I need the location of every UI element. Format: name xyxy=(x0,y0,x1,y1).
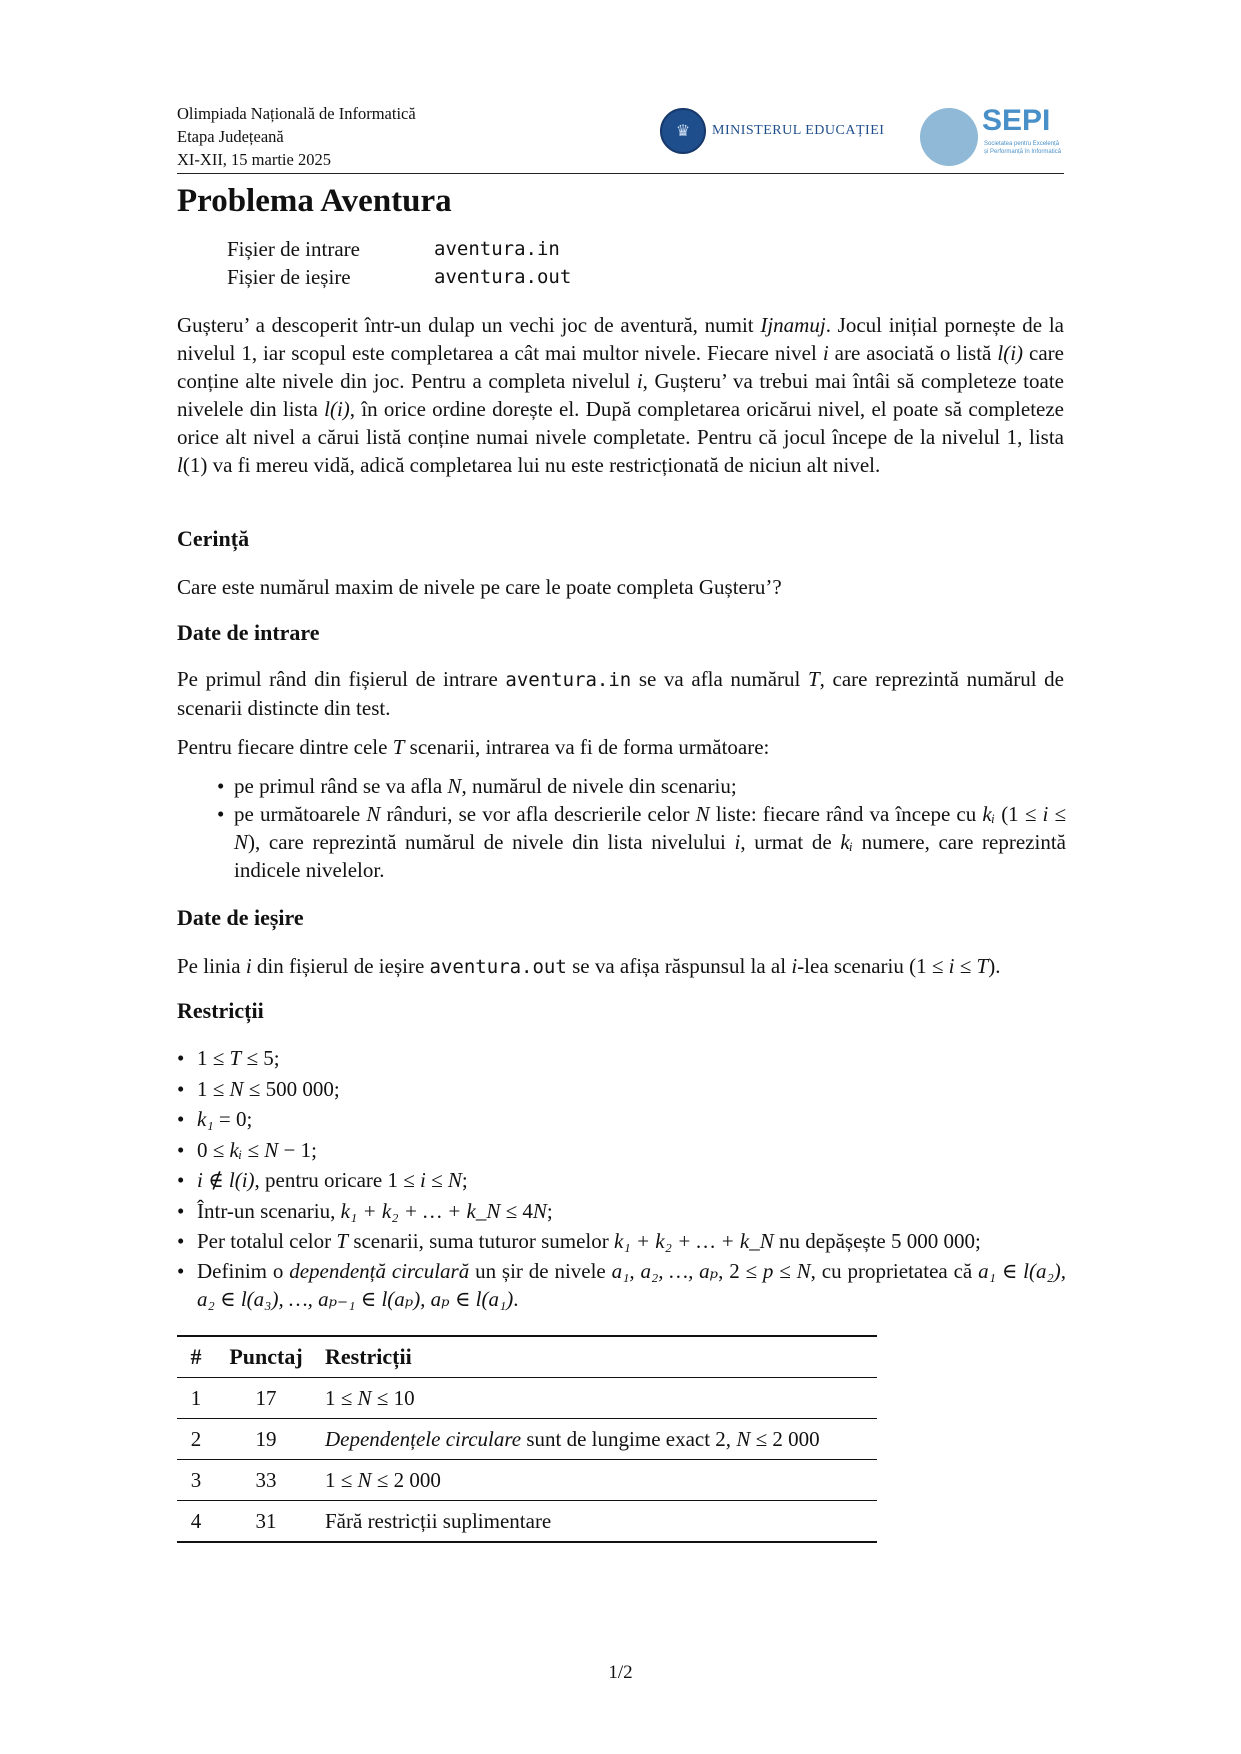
text-fragment: se va afișa răspunsul la al xyxy=(566,954,792,978)
subtask-number: 2 xyxy=(177,1419,215,1460)
text-fragment: scenarii, intrarea va fi de forma următoare: xyxy=(404,735,770,759)
text-fragment: . xyxy=(513,1286,519,1311)
text-fragment: , cu proprietatea că xyxy=(810,1258,979,1283)
text-fragment: = 0; xyxy=(213,1107,253,1131)
text-fragment: − 1; xyxy=(278,1137,317,1162)
text-fragment: , în orice ordine dorește el. După completarea oricărui nivel, el poate să completeze orice alt nivel a cărui listă conține numai nivele completate. Pentru că jocul începe de la nivelul 1, lista xyxy=(177,397,1065,449)
column-header-restrictions: Restricții xyxy=(317,1336,877,1378)
math-fragment: l(i) xyxy=(324,397,350,421)
math-fragment: N xyxy=(532,1198,547,1223)
restriction-item xyxy=(177,1226,1066,1257)
ministry-logo xyxy=(660,108,884,154)
text-fragment: care conține alte nivele din joc. Pentru a completa nivelul xyxy=(177,341,1064,393)
restrictions-list xyxy=(177,1043,1066,1313)
text-fragment: ≤ 10 xyxy=(371,1385,415,1410)
math-fragment: T xyxy=(336,1229,349,1253)
math-fragment: kᵢ xyxy=(840,830,853,854)
section-heading-restrictions: Restricții xyxy=(177,998,264,1023)
text-fragment: Pentru fiecare dintre cele xyxy=(177,735,393,759)
math-fragment: N xyxy=(366,802,381,826)
output-text xyxy=(177,952,1064,981)
restriction-item xyxy=(177,1165,1066,1196)
sepi-logo-text: SEPI xyxy=(982,104,1051,137)
input-bullets xyxy=(177,772,1066,884)
text-fragment: un șir de nivele xyxy=(469,1258,612,1283)
text-fragment: sunt de lungime exact 2, xyxy=(521,1426,737,1451)
input-paragraph-1 xyxy=(177,665,1064,722)
text-fragment: ≤ 4 xyxy=(500,1198,533,1223)
text-fragment: , pentru oricare 1 ≤ xyxy=(254,1168,421,1192)
text-fragment: Gușteru’ a descoperit într-un dulap un vechi joc de aventură, numit xyxy=(177,313,761,337)
text-fragment: ≤ xyxy=(425,1168,448,1192)
text-fragment: , urmat de xyxy=(740,830,841,854)
header-divider xyxy=(177,173,1064,174)
math-fragment: i xyxy=(791,954,798,978)
math-fragment: i xyxy=(245,954,252,978)
text-fragment: 1 ≤ xyxy=(325,1467,358,1492)
input-file-name: aventura.in xyxy=(434,238,560,260)
sepi-subtitle: Societatea pentru Excelență și Performanță în Informatică xyxy=(984,141,1062,155)
math-fragment: N xyxy=(447,1168,462,1192)
code-fragment: aventura.in xyxy=(505,669,632,691)
text-fragment: ≤ 2 000 xyxy=(371,1467,441,1492)
score-table-row xyxy=(177,1419,877,1460)
text-fragment: -lea scenariu (1 ≤ xyxy=(797,954,949,978)
text-fragment: ; xyxy=(461,1168,468,1192)
score-table-header xyxy=(177,1336,877,1378)
math-fragment: T xyxy=(807,667,820,691)
restriction-item xyxy=(177,1257,1066,1313)
math-fragment: a₁ ∈ l(a₂), a₂ ∈ l(a₃), …, aₚ₋₁ ∈ l(aₚ), aₚ ∈ l(a₁) xyxy=(197,1258,1066,1311)
restriction-item xyxy=(177,1043,1066,1074)
output-file-label: Fișier de ieșire xyxy=(227,265,351,289)
subtask-restrictions xyxy=(317,1378,877,1419)
math-fragment: i xyxy=(948,954,955,978)
section-heading-input: Date de intrare xyxy=(177,620,320,645)
math-fragment: k₁ + k₂ + … + k_N xyxy=(340,1198,501,1223)
restriction-item xyxy=(177,1104,1066,1135)
text-fragment: , 2 ≤ xyxy=(718,1258,763,1283)
text-fragment: din fișierul de ieșire xyxy=(251,954,430,978)
math-fragment: N xyxy=(264,1137,279,1162)
math-fragment: p xyxy=(762,1258,774,1283)
score-table xyxy=(177,1335,877,1543)
restriction-item xyxy=(177,1196,1066,1227)
input-file-label: Fișier de intrare xyxy=(227,237,360,261)
math-fragment: Dependențele circulare xyxy=(325,1426,522,1451)
section-heading-cerinta: Cerință xyxy=(177,526,250,551)
section-heading-output: Date de ieșire xyxy=(177,905,304,930)
text-fragment: numere, care reprezintă indicele nivelelor. xyxy=(234,830,1066,882)
text-fragment: (1 ≤ xyxy=(995,802,1043,826)
column-header-number: # xyxy=(177,1336,215,1378)
text-fragment: ). xyxy=(988,954,1001,978)
subtask-points: 31 xyxy=(215,1501,317,1543)
text-fragment: ≤ 2 000 xyxy=(750,1426,820,1451)
math-fragment: T xyxy=(976,954,989,978)
text-fragment: ≤ 5; xyxy=(241,1046,280,1070)
text-fragment: ≤ xyxy=(1048,802,1067,826)
math-fragment: kᵢ xyxy=(229,1137,243,1162)
output-file-name: aventura.out xyxy=(434,266,572,288)
intro-paragraph xyxy=(177,311,1064,479)
text-fragment: Fără restricții suplimentare xyxy=(325,1508,552,1533)
math-fragment: N xyxy=(796,1258,811,1283)
text-fragment: Definim o xyxy=(197,1258,290,1283)
math-fragment: i xyxy=(734,830,741,854)
text-fragment: liste: fiecare rând va începe cu xyxy=(709,802,983,826)
math-fragment: N xyxy=(229,1076,244,1101)
text-fragment: ≤ 500 000; xyxy=(243,1076,340,1101)
text-fragment: Care este numărul maxim de nivele pe care le poate completa Gușteru’? xyxy=(177,575,782,599)
cerinta-text xyxy=(177,573,1064,601)
government-seal-icon: ♛ xyxy=(660,108,706,154)
ministry-logo-text: MINISTERUL EDUCAȚIEI xyxy=(712,123,885,138)
math-fragment: i xyxy=(1042,802,1049,826)
text-fragment: scenarii, suma tuturor sumelor xyxy=(348,1229,614,1253)
math-fragment: N xyxy=(695,802,710,826)
math-fragment: N xyxy=(447,774,462,798)
math-fragment: T xyxy=(392,735,405,759)
math-fragment: i ∉ l(i) xyxy=(197,1168,255,1192)
subtask-restrictions xyxy=(317,1419,877,1460)
subtask-restrictions xyxy=(317,1501,877,1543)
math-fragment: N xyxy=(234,830,249,854)
text-fragment: (1) va fi mereu vidă, adică completarea lui nu este restricționată de niciun alt nivel. xyxy=(182,453,881,477)
text-fragment: 1 ≤ xyxy=(197,1046,230,1070)
math-fragment: l(i) xyxy=(997,341,1024,365)
restriction-item xyxy=(177,1074,1066,1105)
text-fragment: Pe linia xyxy=(177,954,246,978)
text-fragment: ), care reprezintă numărul de nivele din lista nivelului xyxy=(248,830,735,854)
column-header-points: Punctaj xyxy=(215,1336,317,1378)
subtask-points: 33 xyxy=(215,1460,317,1501)
text-fragment: ; xyxy=(546,1198,553,1223)
math-fragment: k₁ + k₂ + … + k_N xyxy=(614,1229,774,1253)
subtask-restrictions xyxy=(317,1460,877,1501)
math-fragment: kᵢ xyxy=(982,802,996,826)
score-table-row xyxy=(177,1501,877,1543)
text-fragment: Per totalul celor xyxy=(197,1229,337,1253)
math-fragment: i xyxy=(822,341,829,365)
text-fragment: rânduri, se vor afla descrierile celor xyxy=(380,802,696,826)
score-table-row xyxy=(177,1378,877,1419)
math-fragment: i xyxy=(420,1168,426,1192)
text-fragment: Pe primul rând din fișierul de intrare xyxy=(177,667,506,691)
input-bullet xyxy=(177,800,1066,884)
subtask-number: 4 xyxy=(177,1501,215,1543)
text-fragment: 1 ≤ xyxy=(325,1385,358,1410)
text-fragment: pe următoarele xyxy=(234,802,367,826)
math-fragment: l xyxy=(177,453,183,477)
restriction-item xyxy=(177,1135,1066,1166)
text-fragment: nu depășește 5 000 000; xyxy=(773,1229,981,1253)
text-fragment: are asociată o listă xyxy=(828,341,998,365)
page-title: Problema Aventura xyxy=(177,183,452,219)
subtask-number: 1 xyxy=(177,1378,215,1419)
math-fragment: Ijnamuj xyxy=(760,313,826,337)
math-fragment: i xyxy=(636,369,643,393)
math-fragment: dependență circulară xyxy=(289,1258,470,1283)
text-fragment: ≤ xyxy=(954,954,977,978)
sepi-logo xyxy=(920,104,1060,166)
math-fragment: N xyxy=(736,1426,751,1451)
text-fragment: 1 ≤ xyxy=(197,1076,230,1101)
text-fragment: , Gușteru’ va trebui mai întâi să completeze toate nivelele din lista xyxy=(177,369,1064,421)
text-fragment: ≤ xyxy=(773,1258,797,1283)
math-fragment: k₁ xyxy=(197,1107,214,1131)
text-fragment: 0 ≤ xyxy=(197,1137,230,1162)
contest-date: XI-XII, 15 martie 2025 xyxy=(177,150,331,169)
contest-name: Olimpiada Națională de Informatică xyxy=(177,104,416,123)
text-fragment: , numărul de nivele din scenariu; xyxy=(461,774,737,798)
code-fragment: aventura.out xyxy=(429,956,567,978)
score-table-row xyxy=(177,1460,877,1501)
subtask-points: 17 xyxy=(215,1378,317,1419)
math-fragment: T xyxy=(229,1046,242,1070)
file-table xyxy=(227,235,572,291)
text-fragment: , care reprezintă numărul de scenarii distincte din test. xyxy=(177,667,1064,720)
input-paragraph-2 xyxy=(177,733,1064,761)
subtask-points: 19 xyxy=(215,1419,317,1460)
page-number: 1/2 xyxy=(608,1662,633,1683)
math-fragment: N xyxy=(357,1467,372,1492)
math-fragment: N xyxy=(357,1385,372,1410)
sepi-circuit-icon xyxy=(920,108,978,166)
math-fragment: a₁, a₂, …, aₚ xyxy=(611,1258,719,1283)
subtask-number: 3 xyxy=(177,1460,215,1501)
contest-stage: Etapa Județeană xyxy=(177,127,284,146)
contest-header xyxy=(177,102,416,171)
text-fragment: . Jocul inițial pornește de la nivelul 1, iar scopul este completarea a cât mai multor nivele. Fiecare nivel xyxy=(177,313,1064,365)
text-fragment: ≤ xyxy=(242,1137,265,1162)
input-bullet xyxy=(177,772,1066,800)
text-fragment: pe primul rând se va afla xyxy=(234,774,448,798)
text-fragment: Într-un scenariu, xyxy=(197,1198,341,1223)
text-fragment: se va afla numărul xyxy=(631,667,808,691)
